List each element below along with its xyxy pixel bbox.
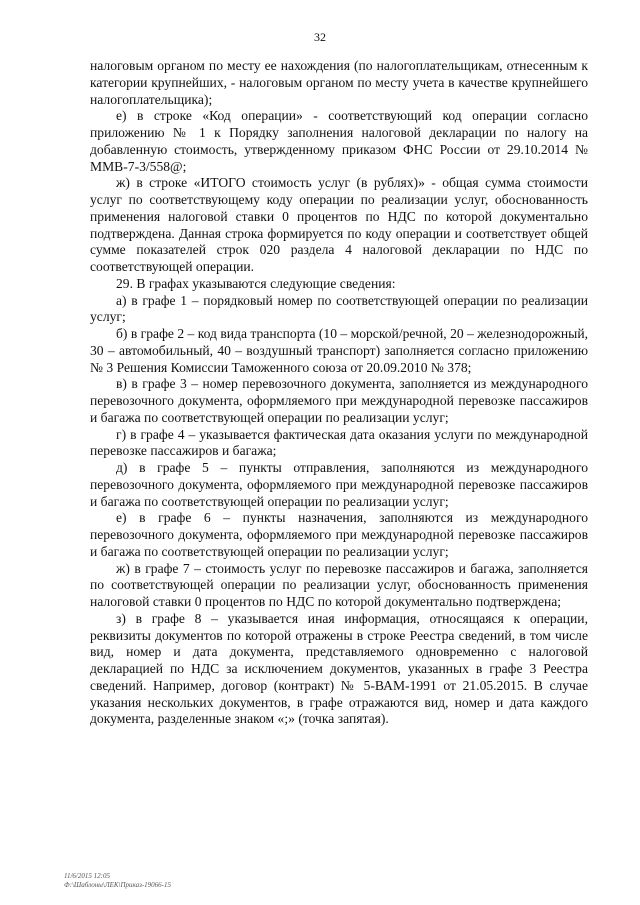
footer-stamp: [64, 872, 171, 890]
paragraph-v-column-3: в) в графе 3 – номер перевозочного документа, заполняется из международного перевозочного документа, оформляемого при международной перевозке пассажиров и багажа по соответствующей операции по реализации услуг;: [90, 376, 588, 425]
paragraph-d-column-5: д) в графе 5 – пункты отправления, заполняются из международного перевозочного документа, оформляемого при международной перевозке пассажиров и багажа по соответствующей операции по реализации услуг;: [90, 460, 588, 509]
paragraph-g-column-4: г) в графе 4 – указывается фактическая дата оказания услуги по международной перевозке пассажиров и багажа;: [90, 426, 588, 459]
paragraph-continuation: налоговым органом по месту ее нахождения (по налогоплательщикам, отнесенным к категории крупнейших, - налоговым органом по месту учета в качестве крупнейшего налогоплательщика);: [90, 58, 588, 107]
footer-file-path: Ф:\Шаблоны\ЛЕК\Приказ-19066-15: [64, 881, 172, 889]
paragraph-zh-total-cost: ж) в строке «ИТОГО стоимость услуг (в рублях)» - общая сумма стоимости услуг по соответствующему коду операции по реализации услуг, обоснованность применения налоговой ставки 0 процентов по НДС по которой документально подтверждена. Данная строка формируется по коду операции и соответствует общей сумме показателей строк 020 раздела 4 налоговой декларации по НДС по соответствующей операции.: [90, 175, 588, 274]
footer-timestamp: 11/6/2015 12:05: [64, 872, 110, 880]
page-number: 32: [314, 30, 326, 44]
paragraph-b-column-2: б) в графе 2 – код вида транспорта (10 – морской/речной, 20 – железнодорожный, 30 – автомобильный, 40 – воздушный транспорт) заполняется согласно приложению № 3 Решения Комиссии Таможенного союза от 20.09.2010 № 378;: [90, 326, 588, 375]
paragraph-z-column-8: з) в графе 8 – указывается иная информация, относящаяся к операции, реквизиты документов по которой отражены в строке Реестра сведений, в том числе вид, номер и дата документа, представляемого одновременно с налоговой декларацией по НДС за исключением документов, указанных в графе 3 Реестра сведений. Например, договор (контракт) № 5-ВАМ-1991 от 21.05.2015. В случае указания нескольких документов, в графе отражаются вид, номер и дата каждого документа, разделенные знаком «;» (точка запятая).: [90, 610, 588, 727]
paragraph-e-operation-code: е) в строке «Код операции» - соответствующий код операции согласно приложению № 1 к Порядку заполнения налоговой декларации по налогу на добавленную стоимость, утвержденному приказом ФНС России от 29.10.2014 № ММВ-7-3/558@;: [90, 108, 588, 174]
paragraph-29-heading: 29. В графах указываются следующие сведения:: [116, 275, 396, 291]
document-body: [90, 58, 588, 728]
paragraph-zh-column-7: ж) в графе 7 – стоимость услуг по перевозке пассажиров и багажа, заполняется по соответствующей операции по реализации услуг, обоснованность применения налоговой ставки 0 процентов по НДС по которой документально подтверждена;: [90, 560, 588, 609]
paragraph-a-column-1: а) в графе 1 – порядковый номер по соответствующей операции по реализации услуг;: [90, 292, 588, 325]
paragraph-e-column-6: е) в графе 6 – пункты назначения, заполняются из международного перевозочного документа, оформляемого при международной перевозке пассажиров и багажа по соответствующей операции по реализации услуг;: [90, 510, 588, 559]
